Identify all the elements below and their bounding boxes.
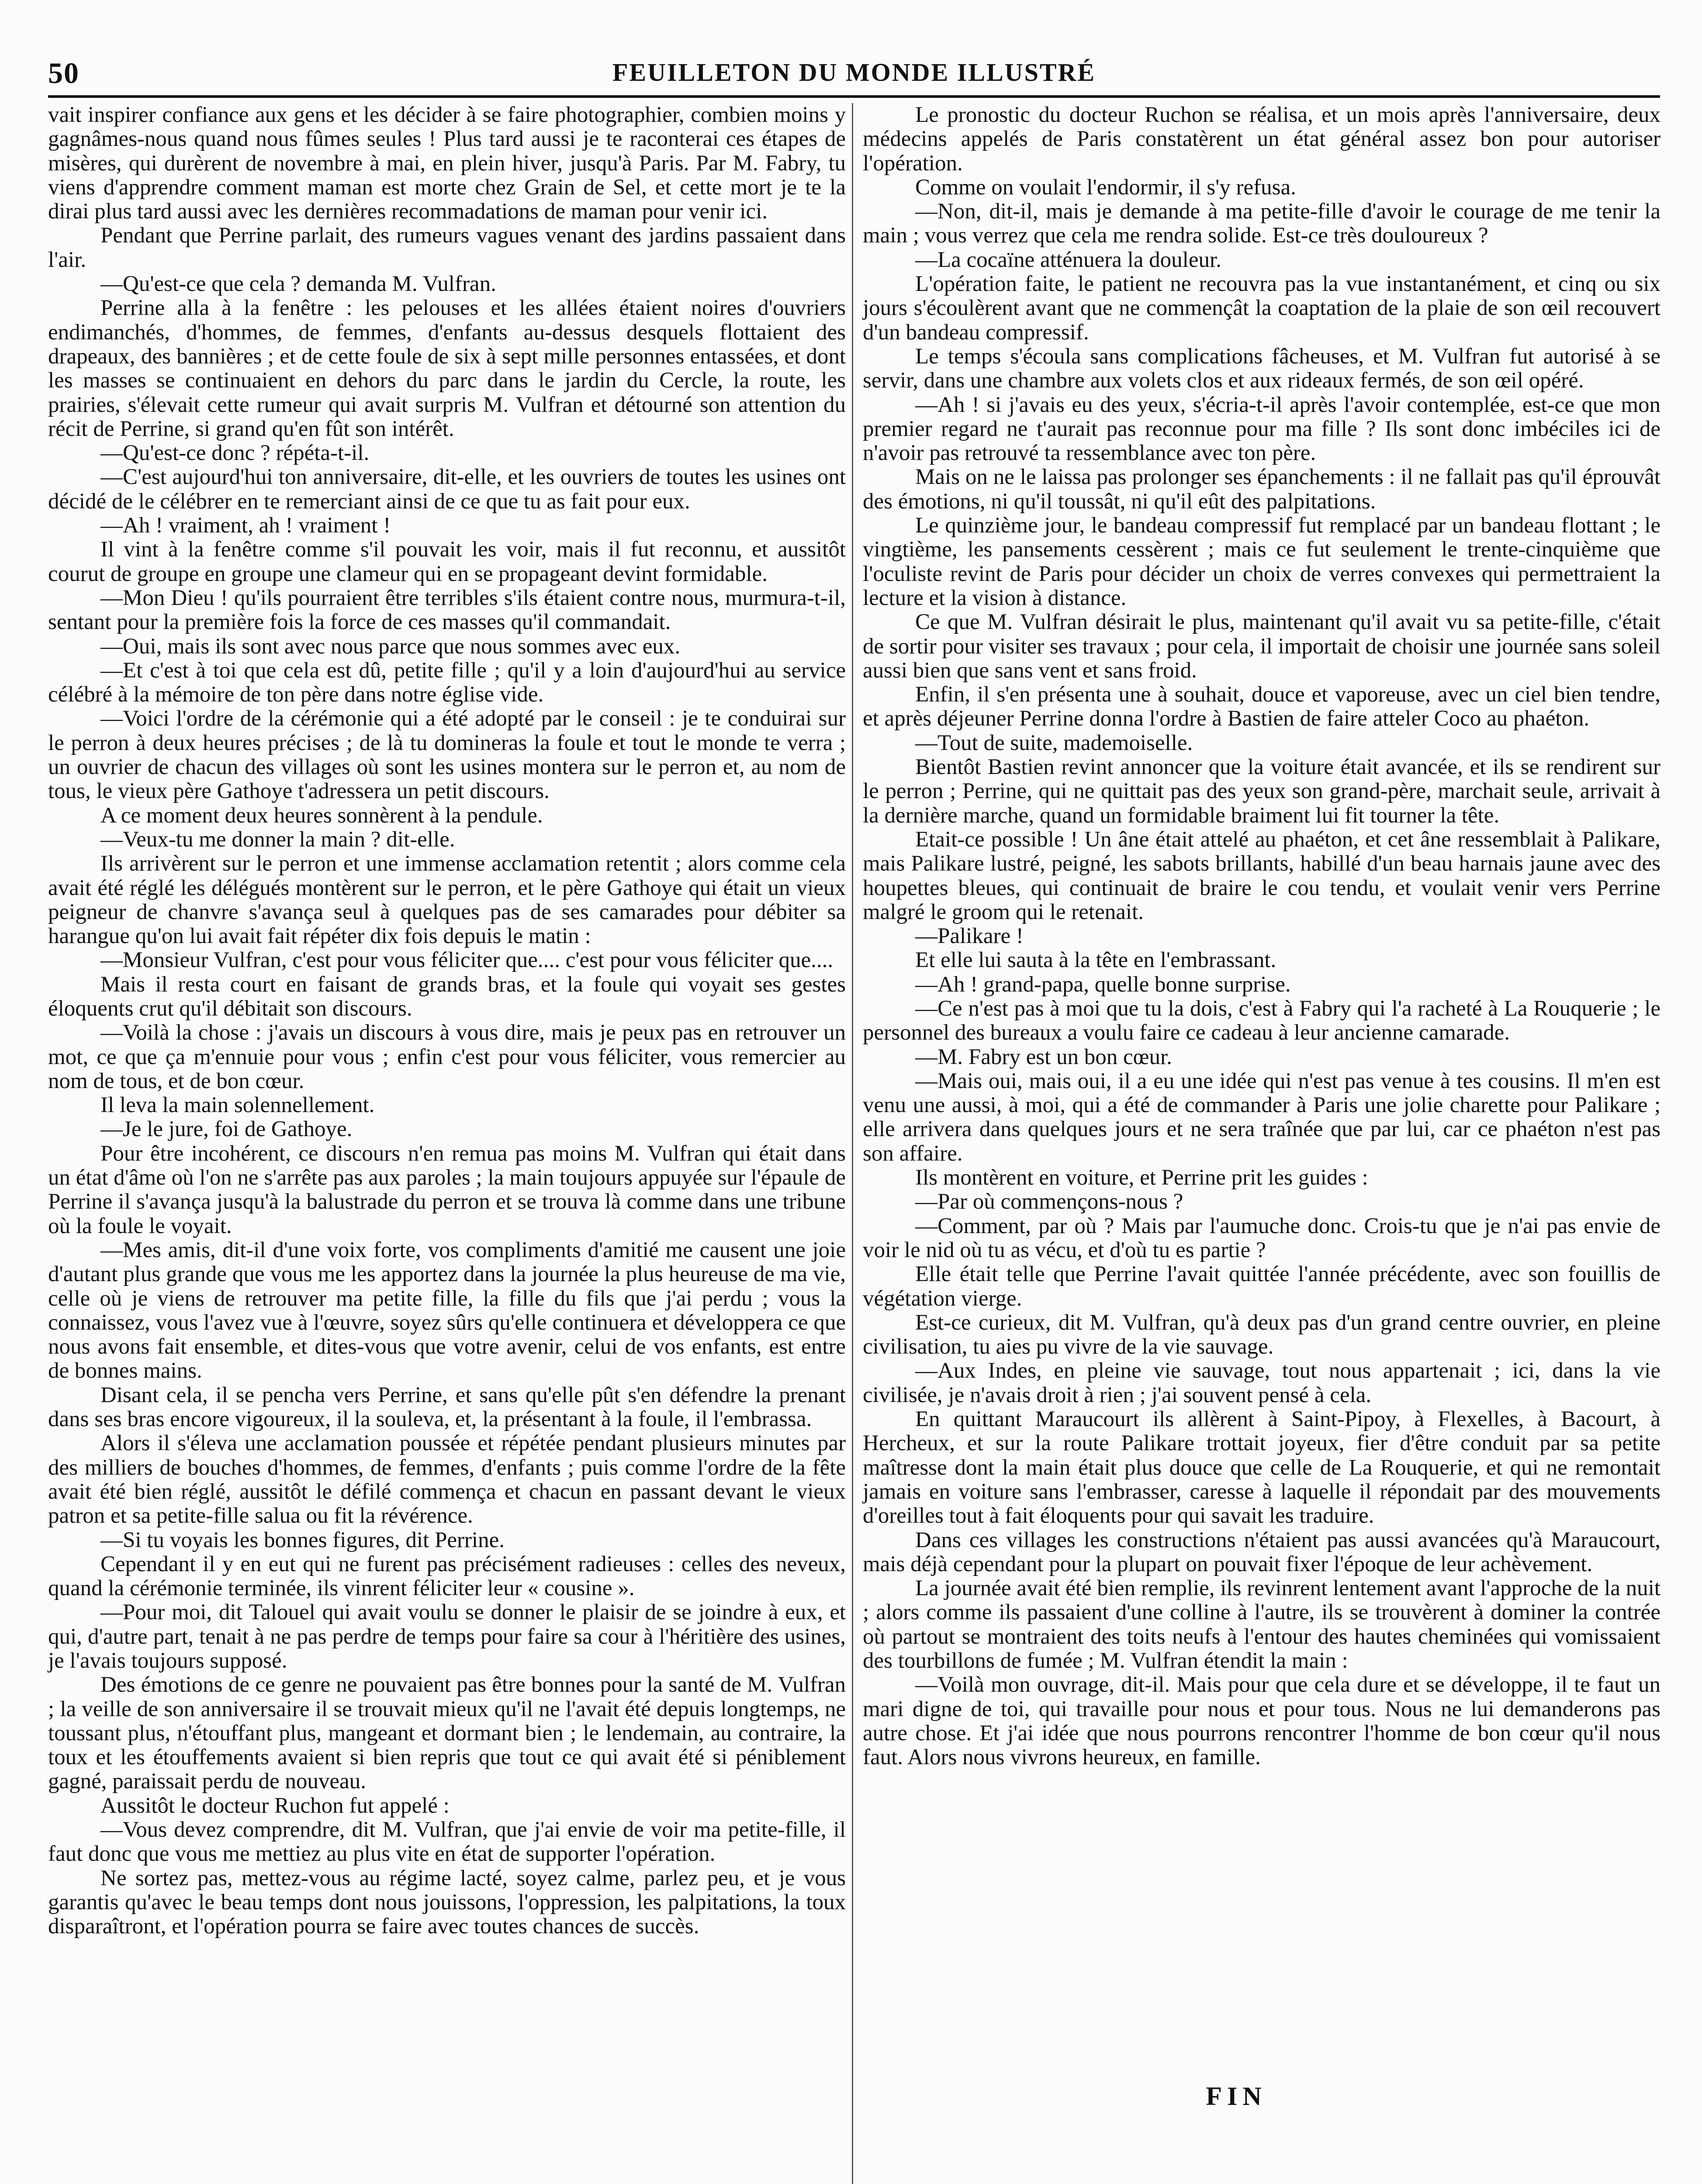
right-column-paragraph: Bientôt Bastien revint annoncer que la voiture était avancée, et ils se rendirent sur le perron ; Perrine, qui ne quittait pas des yeux son grand-père, marchait seule, arrivait à la dernière marche, quand un formidable braiment lui fit tourner la tête. xyxy=(863,755,1660,828)
left-column-paragraph: —Pour moi, dit Talouel qui avait voulu se donner le plaisir de se joindre à eux, et qui, d'autre part, tenait à ne pas perdre de temps pour faire sa cour à l'héritière des usines, je l'avais toujours supposé. xyxy=(48,1600,846,1673)
right-column-paragraph: Le pronostic du docteur Ruchon se réalisa, et un mois après l'anniversaire, deux médecins appelés de Paris constatèrent un état général assez bon pour autoriser l'opération. xyxy=(863,103,1660,176)
left-column-paragraph: —Qu'est-ce que cela ? demanda M. Vulfran. xyxy=(100,272,496,297)
left-column-paragraph: Aussitôt le docteur Ruchon fut appelé : xyxy=(100,1793,450,1818)
left-column-paragraph: —Monsieur Vulfran, c'est pour vous féliciter que.... c'est pour vous féliciter que.... xyxy=(100,948,834,973)
right-column-paragraph: Le quinzième jour, le bandeau compressif fut remplacé par un bandeau flottant ; le vingtième, les pansements cessèrent ; mais ce fut seulement le trente-cinquième que l'oculiste revint de Paris pour décider un choix de verres convexes qui permettraient la lecture et la vision à distance. xyxy=(863,513,1660,610)
left-column-paragraph: Pour être incohérent, ce discours n'en remua pas moins M. Vulfran qui était dans un état d'âme où l'on ne s'arrête pas aux paroles ; la main toujours appuyée sur l'épaule de Perrine il s'avança jusqu'à la balustrade du perron et se trouva là comme dans une tribune où la foule le voyait. xyxy=(48,1141,846,1238)
right-column-paragraph: Mais on ne le laissa pas prolonger ses épanchements : il ne fallait pas qu'il éprouvât des émotions, ni qu'il toussât, ni qu'il eût des palpitations. xyxy=(863,465,1660,514)
left-column-paragraph: Des émotions de ce genre ne pouvaient pas être bonnes pour la santé de M. Vulfran ; la veille de son anniversaire il se trouvait mieux qu'il ne l'avait été depuis longtemps, ne toussant plus, n'étouffant plus, mangeant et dormant bien ; le lendemain, au contraire, la toux et les étouffements avaient si bien repris que tout ce qui avait été si péniblement gagné, paraissait perdu de nouveau. xyxy=(48,1673,846,1794)
left-column-paragraph: —Si tu voyais les bonnes figures, dit Perrine. xyxy=(100,1527,505,1552)
right-column-paragraph: Est-ce curieux, dit M. Vulfran, qu'à deux pas d'un grand centre ouvrier, en pleine civilisation, tu aies pu vivre de la vie sauvage. xyxy=(863,1310,1660,1359)
running-title: FEUILLETON DU MONDE ILLUSTRÉ xyxy=(612,58,1096,86)
left-column-paragraph: —Vous devez comprendre, dit M. Vulfran, que j'ai envie de voir ma petite-fille, il faut donc que vous me mettiez au plus vite en état de supporter l'opération. xyxy=(48,1818,846,1866)
right-column-paragraph: La journée avait été bien remplie, ils revinrent lentement avant l'approche de la nuit ; alors comme ils passaient d'une colline à l'autre, ils se trouvèrent à dominer la contrée où partout se montraient des toits neufs à l'entour des hautes cheminées qui vomissaient des tourbillons de fumée ; M. Vulfran étendit la main : xyxy=(863,1576,1660,1673)
left-column-paragraph: Perrine alla à la fenêtre : les pelouses et les allées étaient noires d'ouvriers endimanchés, d'hommes, de femmes, d'enfants au-dessus desquels flottaient des drapeaux, des bannières ; et de cette foule de six à sept mille personnes entassées, et dont les masses se continuaient en dehors du parc dans le jardin du Cercle, la route, les prairies, s'élevait cette rumeur qui avait surpris M. Vulfran et détourné son attention du récit de Perrine, si grand qu'en fût son intérêt. xyxy=(48,296,846,441)
left-column-paragraph: Pendant que Perrine parlait, des rumeurs vagues venant des jardins passaient dans l'air. xyxy=(48,223,846,272)
right-column-paragraph: Enfin, il s'en présenta une à souhait, douce et vaporeuse, avec un ciel bien tendre, et après déjeuner Perrine donna l'ordre à Bastien de faire atteler Coco au phaéton. xyxy=(863,682,1660,731)
left-column-paragraph: Mais il resta court en faisant de grands bras, et la foule qui voyait ses gestes éloquents crut qu'il débitait son discours. xyxy=(48,972,846,1021)
column-divider xyxy=(852,103,853,2184)
right-column-paragraph: —Aux Indes, en pleine vie sauvage, tout nous appartenait ; ici, dans la vie civilisée, je n'avais droit à rien ; j'ai souvent pensé à cela. xyxy=(863,1358,1660,1407)
left-column-paragraph: —Ah ! vraiment, ah ! vraiment ! xyxy=(100,513,391,538)
left-column-paragraph: A ce moment deux heures sonnèrent à la pendule. xyxy=(100,803,543,828)
left-column-paragraph: —Qu'est-ce donc ? répéta-t-il. xyxy=(100,441,370,466)
left-column-paragraph: —Oui, mais ils sont avec nous parce que nous sommes avec eux. xyxy=(100,634,681,659)
left-column-paragraph: —Voici l'ordre de la cérémonie qui a été adopté par le conseil : je te conduirai sur le perron à deux heures précises ; de là tu domineras la foule et tout le monde te verra ; un ouvrier de chacun des villages où sont les usines montera sur le perron et, au nom de tous, le vieux père Gathoye t'adressera un petit discours. xyxy=(48,706,846,804)
left-column-paragraph: Cependant il y en eut qui ne furent pas précisément radieuses : celles des neveux, quand la cérémonie terminée, ils vinrent féliciter leur « cousine ». xyxy=(48,1552,846,1601)
end-marker: FIN xyxy=(1206,2082,1267,2111)
right-column-paragraph: —Ah ! grand-papa, quelle bonne surprise. xyxy=(915,972,1291,997)
right-column-paragraph: —Ce n'est pas à moi que tu la dois, c'est à Fabry qui l'a racheté à La Rouquerie ; le personnel des bureaux a voulu faire ce cadeau à leur ancienne camarade. xyxy=(863,996,1660,1045)
right-column-paragraph: Elle était telle que Perrine l'avait quittée l'année précédente, avec son fouillis de végétation vierge. xyxy=(863,1262,1660,1311)
right-column-paragraph: —Non, dit-il, mais je demande à ma petite-fille d'avoir le courage de me tenir la main ; vous verrez que cela me rendra solide. Est-ce très douloureux ? xyxy=(863,199,1660,248)
left-column-paragraph: —Mon Dieu ! qu'ils pourraient être terribles s'ils étaient contre nous, murmura-t-il, sentant pour la première fois la force de ces masses qu'il commandait. xyxy=(48,585,846,635)
right-column-paragraph: —Comment, par où ? Mais par l'aumuche donc. Crois-tu que je n'ai pas envie de voir le nid où tu as vécu, et d'où tu es partie ? xyxy=(863,1213,1660,1262)
right-column-paragraph: Etait-ce possible ! Un âne était attelé au phaéton, et cet âne ressemblait à Palikare, mais Palikare lustré, peigné, les sabots brillants, habillé d'un beau harnais jaune avec des houpettes bleues, qui continuait de braire le cou tendu, et voulait venir vers Perrine malgré le groom qui le retenait. xyxy=(863,827,1660,924)
left-column xyxy=(48,103,846,1939)
right-column-paragraph: Et elle lui sauta à la tête en l'embrassant. xyxy=(915,948,1276,973)
right-column-paragraph: Comme on voulait l'endormir, il s'y refusa. xyxy=(915,175,1296,200)
left-column-paragraph: —Mes amis, dit-il d'une voix forte, vos compliments d'amitié me causent une joie d'autant plus grande que vous me les apportez dans la journée la plus heureuse de ma vie, celle où je viens de retrouver ma petite fille, la fille du fils que j'ai perdu ; vous la connaissez, vous l'avez vue à l'œuvre, soyez sûrs qu'elle continuera et développera ce que nous avons fait ensemble, et dites-vous que votre avenir, celui de vos enfants, est entre de bonnes mains. xyxy=(48,1237,846,1383)
right-column-paragraph: —Voilà mon ouvrage, dit-il. Mais pour que cela dure et se développe, il te faut un mari digne de toi, qui travaille pour nous et pour tous. Nous ne lui demanderons pas autre chose. Et j'ai idée que nous pourrons rencontrer l'homme de bon cœur qu'il nous faut. Alors nous vivrons heureux, en famille. xyxy=(863,1673,1660,1770)
header-rule xyxy=(48,95,1660,98)
right-column-paragraph: —Par où commençons-nous ? xyxy=(915,1189,1183,1214)
left-column-paragraph: —C'est aujourd'hui ton anniversaire, dit-elle, et les ouvriers de toutes les usines ont décidé de le célébrer en te remerciant ainsi de ce que tu as fait pour eux. xyxy=(48,465,846,514)
right-column-paragraph: —La cocaïne atténuera la douleur. xyxy=(915,247,1221,272)
right-column-paragraph: Ils montèrent en voiture, et Perrine prit les guides : xyxy=(915,1165,1368,1190)
left-column-paragraph: Alors il s'éleva une acclamation poussée et répétée pendant plusieurs minutes par des milliers de bouches d'hommes, de femmes, d'enfants ; puis comme l'ordre de la fête avait été bien réglé, aussitôt le défilé commença et chacun en passant devant le vieux patron et sa petite-fille salua ou fit la révérence. xyxy=(48,1431,846,1528)
right-column-paragraph: —Mais oui, mais oui, il a eu une idée qui n'est pas venue à tes cousins. Il m'en est venu une aussi, à moi, qui a été de commander à Paris une jolie charette pour Palikare ; elle arrivera dans quelques jours et ne sera traînée que par lui, car ce phaéton n'est pas son affaire. xyxy=(863,1068,1660,1166)
left-column-paragraph: Ils arrivèrent sur le perron et une immense acclamation retentit ; alors comme cela avait été réglé les délégués montèrent sur le perron, et le père Gathoye qui était un vieux peigneur de chanvre s'avança seul à quelques pas de ses camarades pour débiter sa harangue qu'on lui avait fait répéter dix fois depuis le matin : xyxy=(48,851,846,949)
right-column-paragraph: —Tout de suite, mademoiselle. xyxy=(915,730,1193,755)
left-column-paragraph: —Voilà la chose : j'avais un discours à vous dire, mais je peux pas en retrouver un mot, ce que ça m'ennuie pour vous ; enfin c'est pour vous féliciter, vous remercier au nom de tous, et de bon cœur. xyxy=(48,1020,846,1093)
right-column-paragraph: Le temps s'écoula sans complications fâcheuses, et M. Vulfran fut autorisé à se servir, dans une chambre aux volets clos et aux rideaux fermés, de son œil opéré. xyxy=(863,344,1660,393)
left-column-paragraph: Ne sortez pas, mettez-vous au régime lacté, soyez calme, parlez peu, et je vous garantis qu'avec le beau temps dont nous jouissons, l'oppression, les palpitations, la toux disparaîtront, et l'opération pourra se faire avec toutes chances de succès. xyxy=(48,1866,846,1939)
right-column-paragraph: —M. Fabry est un bon cœur. xyxy=(915,1044,1172,1069)
left-column-paragraph: Disant cela, il se pencha vers Perrine, et sans qu'elle pût s'en défendre la prenant dans ses bras encore vigoureux, il la souleva, et, la présentant à la foule, il l'embrassa. xyxy=(48,1382,846,1432)
right-column-paragraph: L'opération faite, le patient ne recouvra pas la vue instantanément, et cinq ou six jours s'écoulèrent avant que ne commençât la coaptation de la plaie de son œil recouvert d'un bandeau compressif. xyxy=(863,272,1660,345)
right-column-paragraph: —Palikare ! xyxy=(915,924,1024,949)
right-column-paragraph: Ce que M. Vulfran désirait le plus, maintenant qu'il avait vu sa petite-fille, c'était de sortir pour visiter ses travaux ; pour cela, il importait de choisir une journée sans soleil aussi bien que sans vent et sans froid. xyxy=(863,610,1660,683)
right-column-paragraph: En quittant Maraucourt ils allèrent à Saint-Pipoy, à Flexelles, à Bacourt, à Hercheux, et sur la route Palikare trottait joyeux, fier d'être conduit par sa petite maîtresse dont la main était plus douce que celle de La Rouquerie, et qui ne remontait jamais en voiture sans l'embrasser, caresse à laquelle il répondait par des mouvements d'oreilles tout à fait éloquents pour qui savait les traduire. xyxy=(863,1407,1660,1528)
left-column-paragraph: —Je le jure, foi de Gathoye. xyxy=(100,1117,353,1142)
right-column xyxy=(863,103,1660,1769)
page-number: 50 xyxy=(48,56,80,90)
left-column-paragraph: —Et c'est à toi que cela est dû, petite fille ; qu'il y a loin d'aujourd'hui au service célébré à la mémoire de ton père dans notre église vide. xyxy=(48,658,846,707)
right-column-paragraph: Dans ces villages les constructions n'étaient pas aussi avancées qu'à Maraucourt, mais déjà cependant pour la plupart on pouvait fixer l'époque de leur achèvement. xyxy=(863,1527,1660,1576)
right-column-paragraph: —Ah ! si j'avais eu des yeux, s'écria-t-il après l'avoir contemplée, est-ce que mon premier regard ne t'aurait pas reconnue pour ma fille ? Ils sont donc imbéciles ici de n'avoir pas retrouvé ta ressemblance avec ton père. xyxy=(863,392,1660,466)
left-column-paragraph: —Veux-tu me donner la main ? dit-elle. xyxy=(100,827,455,852)
page-header xyxy=(48,56,1660,91)
left-column-paragraph: vait inspirer confiance aux gens et les décider à se faire photographier, combien moins y gagnâmes-nous quand nous fûmes seules ! Plus tard aussi je te raconterai ces étapes de misères, qui durèrent de novembre à mai, en plein hiver, jusqu'à Paris. Par M. Fabry, tu viens d'apprendre comment maman est morte chez Grain de Sel, et cette mort je te la dirai plus tard aussi avec les dernières recommadations de maman pour venir ici. xyxy=(48,103,846,224)
left-column-paragraph: Il vint à la fenêtre comme s'il pouvait les voir, mais il fut reconnu, et aussitôt courut de groupe en groupe une clameur qui en se propageant devint formidable. xyxy=(48,537,846,586)
left-column-paragraph: Il leva la main solennellement. xyxy=(100,1093,375,1118)
